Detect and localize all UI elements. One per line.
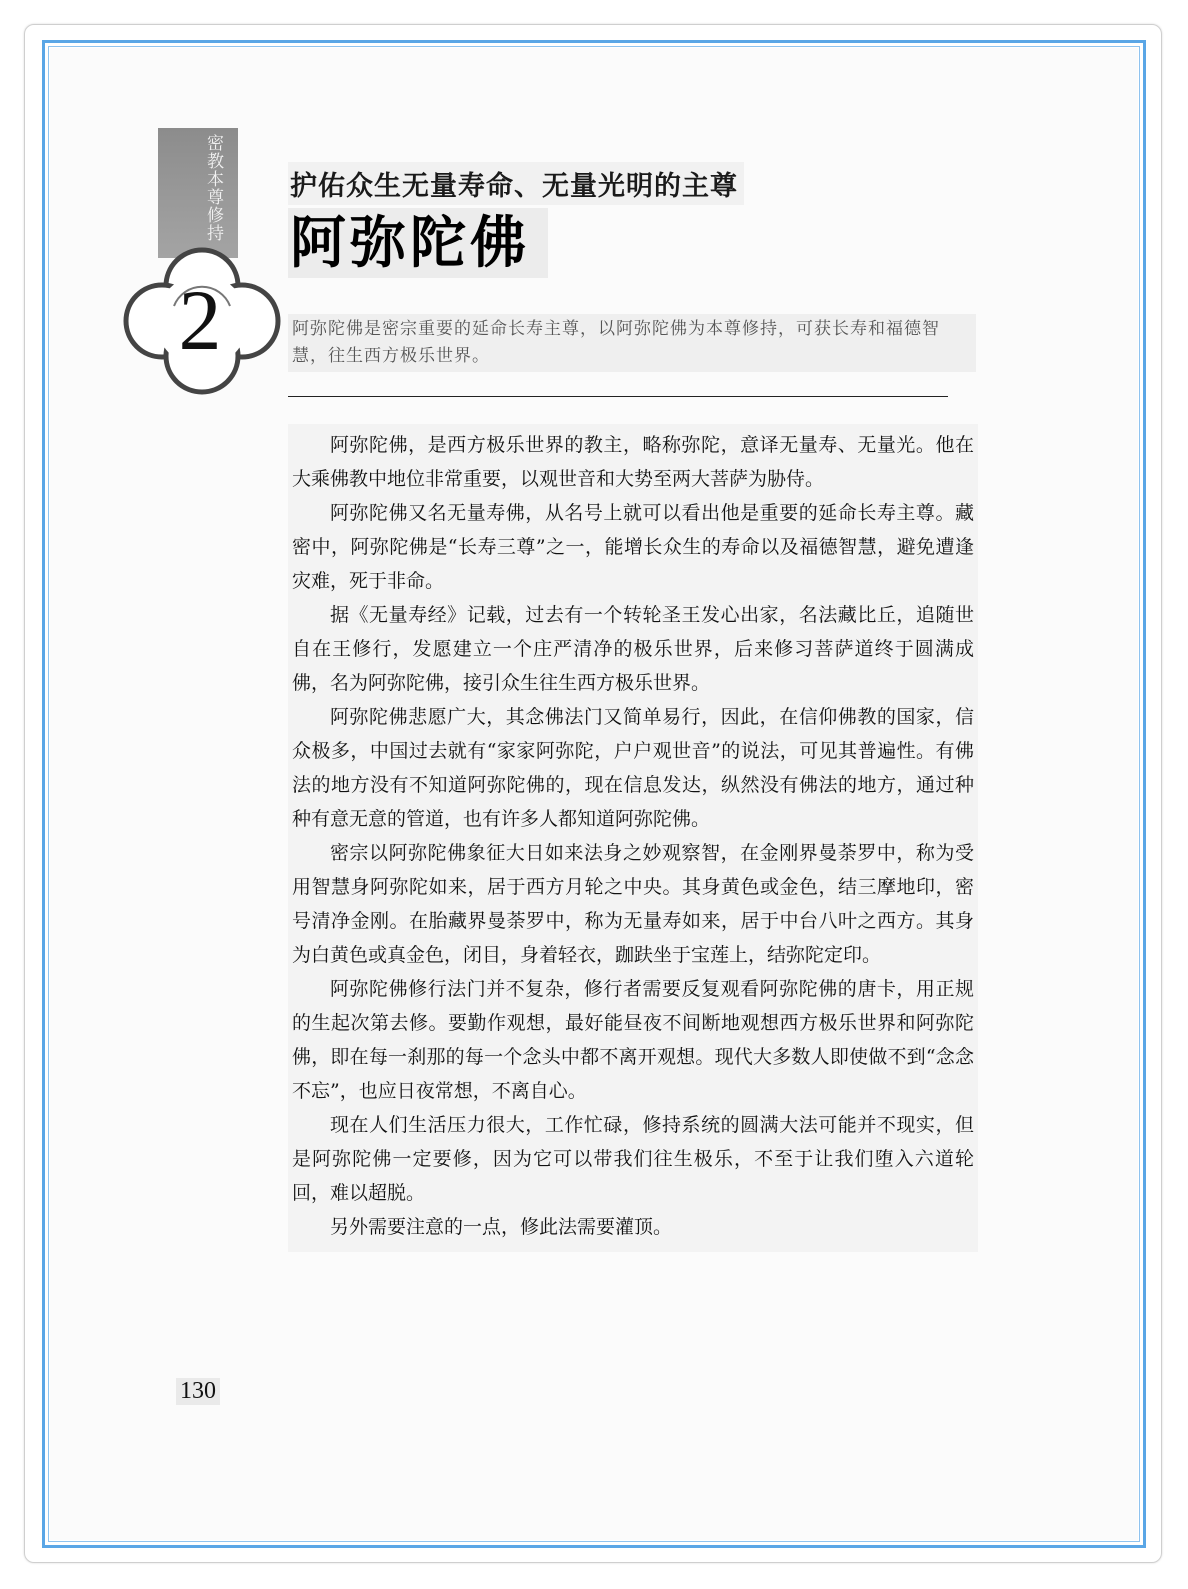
chapter-number: 2: [178, 272, 222, 368]
paragraph: 另外需要注意的一点，修此法需要灌顶。: [330, 1216, 673, 1238]
paragraph: 阿弥陀佛修行法门并不复杂，修行者需要反复观看阿弥陀佛的唐卡，用正规的生起次第去修。要勤作观想，最好能昼夜不间断地观想西方极乐世界和阿弥陀佛，即在每一刹那的每一个念头中都不离开观想。现代大多数人即使做不到“念念不忘”，也应日夜常想，不离自心。: [292, 978, 974, 1102]
page-number: 130: [176, 1378, 220, 1405]
chapter-title: 阿弥陀佛: [288, 208, 548, 278]
paragraph: 阿弥陀佛又名无量寿佛，从名号上就可以看出他是重要的延命长寿主尊。藏密中，阿弥陀佛是“长寿三尊”之一，能增长众生的寿命以及福德智慧，避免遭逢灾难，死于非命。: [292, 502, 974, 592]
paragraph: 据《无量寿经》记载，过去有一个转轮圣王发心出家，名法藏比丘，追随世自在王修行，发愿建立一个庄严清净的极乐世界，后来修习菩萨道终于圆满成佛，名为阿弥陀佛，接引众生往生西方极乐世界。: [292, 604, 974, 694]
side-tab-label: 密教本尊修持: [203, 134, 223, 242]
paragraph: 密宗以阿弥陀佛象征大日如来法身之妙观察智，在金刚界曼荼罗中，称为受用智慧身阿弥陀如来，居于西方月轮之中央。其身黄色或金色，结三摩地印，密号清净金刚。在胎藏界曼荼罗中，称为无量寿如来，居于中台八叶之西方。其身为白黄色或真金色，闭目，身着轻衣，跏趺坐于宝莲上，结弥陀定印。: [292, 842, 974, 966]
paragraph: 现在人们生活压力很大，工作忙碌，修持系统的圆满大法可能并不现实，但是阿弥陀佛一定要修，因为它可以带我们往生极乐，不至于让我们堕入六道轮回，难以超脱。: [292, 1114, 974, 1204]
divider-rule: [288, 396, 948, 397]
chapter-subtitle: 护佑众生无量寿命、无量光明的主尊: [288, 162, 744, 205]
chapter-intro: 阿弥陀佛是密宗重要的延命长寿主尊，以阿弥陀佛为本尊修持，可获长寿和福德智慧，往生西方极乐世界。: [288, 314, 976, 372]
paragraph: 阿弥陀佛，是西方极乐世界的教主，略称弥陀，意译无量寿、无量光。他在大乘佛教中地位非常重要，以观世音和大势至两大菩萨为胁侍。: [292, 434, 974, 490]
paragraph: 阿弥陀佛悲愿广大，其念佛法门又简单易行，因此，在信仰佛教的国家，信众极多，中国过去就有“家家阿弥陀，户户观世音”的说法，可见其普遍性。有佛法的地方没有不知道阿弥陀佛的，现在信息发达，纵然没有佛法的地方，通过种种有意无意的管道，也有许多人都知道阿弥陀佛。: [292, 706, 974, 830]
body-text: [288, 424, 978, 1252]
